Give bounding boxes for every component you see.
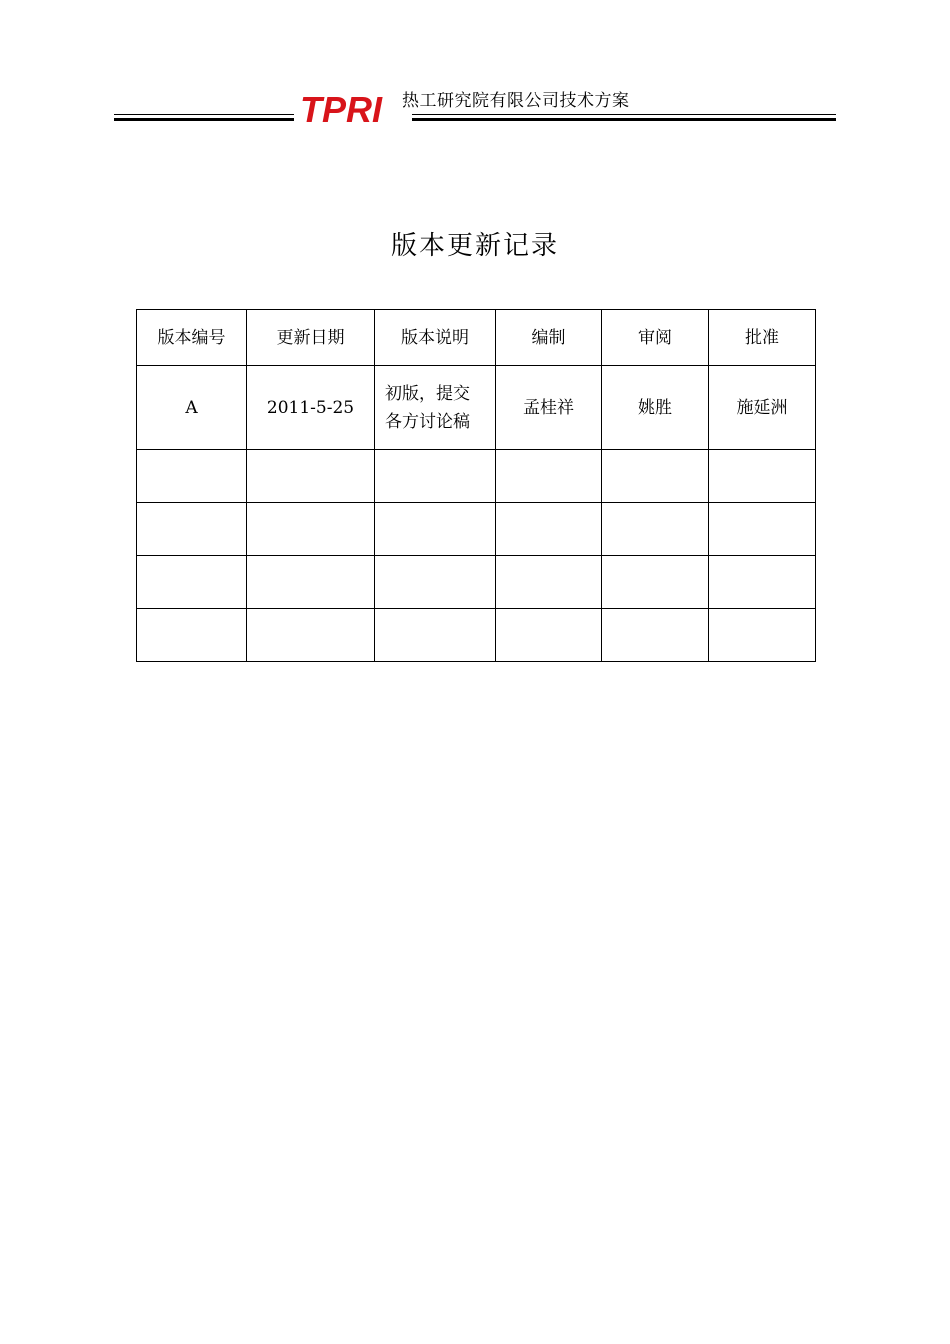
- cell-reviewed-by: [602, 450, 709, 503]
- revision-table: [136, 309, 816, 662]
- table-row: [137, 450, 816, 503]
- column-header-version: 版本编号: [137, 310, 247, 366]
- cell-date: [247, 609, 375, 662]
- cell-description: [375, 609, 496, 662]
- cell-date: [247, 450, 375, 503]
- table-row: [137, 556, 816, 609]
- cell-approved-by: [709, 609, 816, 662]
- cell-version: [137, 609, 247, 662]
- cell-description: [375, 556, 496, 609]
- cell-version: [137, 450, 247, 503]
- description-line: 各方讨论稿: [385, 411, 470, 432]
- cell-description: [375, 366, 496, 450]
- cell-description: [375, 450, 496, 503]
- cell-prepared-by: [496, 503, 602, 556]
- cell-date: [247, 503, 375, 556]
- cell-prepared-by: [496, 556, 602, 609]
- column-header-reviewed-by: 审阅: [602, 310, 709, 366]
- cell-reviewed-by: [602, 556, 709, 609]
- page-title: 版本更新记录: [390, 231, 559, 261]
- column-header-date: 更新日期: [247, 310, 375, 366]
- cell-prepared-by: [496, 450, 602, 503]
- cell-reviewed-by: [602, 609, 709, 662]
- column-header-approved-by: 批准: [709, 310, 816, 366]
- cell-version: [137, 503, 247, 556]
- tpri-logo: [294, 92, 412, 126]
- description-line: 初版，提交: [385, 383, 470, 404]
- cell-description: [375, 503, 496, 556]
- cell-version: [137, 556, 247, 609]
- logo-text: TPRI: [300, 92, 383, 126]
- table-row: [137, 503, 816, 556]
- cell-reviewed-by: [602, 503, 709, 556]
- cell-prepared-by: [496, 609, 602, 662]
- column-header-description: 版本说明: [375, 310, 496, 366]
- header-rule-thin: [114, 114, 836, 115]
- header-title: 热工研究院有限公司技术方案: [402, 90, 636, 112]
- column-header-prepared-by: 编制: [496, 310, 602, 366]
- page-header: [114, 86, 836, 126]
- cell-prepared-by: 孟桂祥: [496, 366, 602, 450]
- cell-approved-by: [709, 503, 816, 556]
- cell-reviewed-by: 姚胜: [602, 366, 709, 450]
- table-row: [137, 366, 816, 450]
- header-rule-thick: [114, 118, 836, 121]
- table-header-row: [137, 310, 816, 366]
- cell-date: [247, 556, 375, 609]
- cell-date: 2011-5-25: [247, 366, 375, 450]
- table-row: [137, 609, 816, 662]
- cell-approved-by: [709, 556, 816, 609]
- cell-version: A: [137, 366, 247, 450]
- cell-approved-by: [709, 450, 816, 503]
- cell-approved-by: 施延洲: [709, 366, 816, 450]
